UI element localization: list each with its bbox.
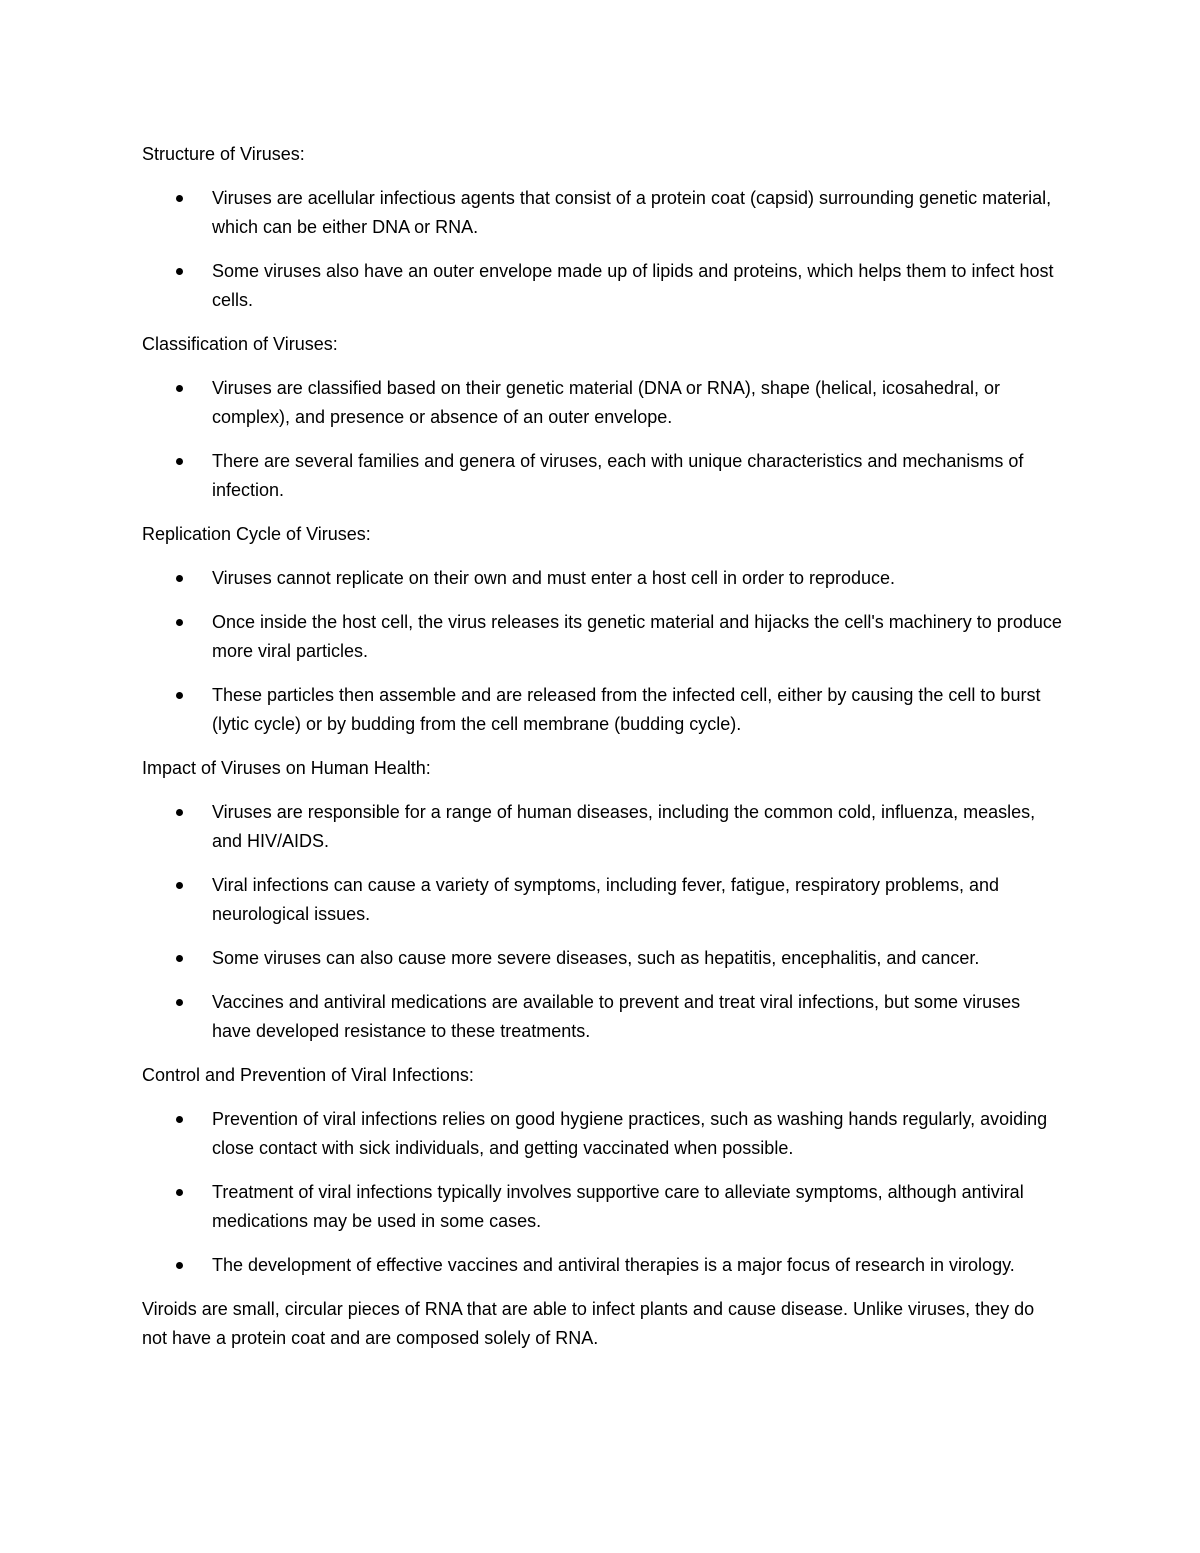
bullet-icon [176,619,183,626]
list-item-text: Prevention of viral infections relies on good hygiene practices, such as washing hands regularly, avoiding close contact with sick individuals, and getting vaccinated when possible. [212,1109,1048,1158]
section-replication-cycle [142,520,1062,739]
list-item [142,1105,1062,1163]
list-item-text: Some viruses also have an outer envelope made up of lipids and proteins, which helps them to infect host cells. [212,261,1054,310]
list-item [142,1251,1062,1280]
bullet-list [142,564,1062,739]
bullet-icon [176,385,183,392]
bullet-icon [176,268,183,275]
list-item-text: Some viruses can also cause more severe diseases, such as hepatitis, encephalitis, and cancer. [212,948,980,968]
bullet-list [142,1105,1062,1280]
bullet-list [142,374,1062,505]
bullet-icon [176,575,183,582]
list-item-text: Once inside the host cell, the virus releases its genetic material and hijacks the cell's machinery to produce more viral particles. [212,612,1062,661]
bullet-icon [176,692,183,699]
list-item [142,681,1062,739]
bullet-icon [176,955,183,962]
bullet-list [142,184,1062,315]
list-item [142,988,1062,1046]
bullet-icon [176,1116,183,1123]
list-item-text: Viral infections can cause a variety of symptoms, including fever, fatigue, respiratory problems, and neurological issues. [212,875,1000,924]
list-item-text: Viruses are classified based on their genetic material (DNA or RNA), shape (helical, icosahedral, or complex), and presence or absence of an outer envelope. [212,378,1001,427]
list-item [142,447,1062,505]
bullet-icon [176,999,183,1006]
list-item-text: Viruses cannot replicate on their own and must enter a host cell in order to reproduce. [212,568,896,588]
section-heading: Control and Prevention of Viral Infections: [142,1065,474,1085]
list-item [142,944,1062,973]
list-item-text: Viruses are acellular infectious agents that consist of a protein coat (capsid) surrounding genetic material, which can be either DNA or RNA. [212,188,1052,237]
list-item [142,374,1062,432]
list-item [142,608,1062,666]
section-control-and-prevention [142,1061,1062,1280]
list-item-text: There are several families and genera of viruses, each with unique characteristics and mechanisms of infection. [212,451,1024,500]
section-heading: Impact of Viruses on Human Health: [142,758,431,778]
bullet-icon [176,882,183,889]
list-item-text: Vaccines and antiviral medications are available to prevent and treat viral infections, but some viruses have developed resistance to these treatments. [212,992,1021,1041]
list-item [142,798,1062,856]
section-structure-of-viruses [142,140,1062,315]
list-item-text: The development of effective vaccines and antiviral therapies is a major focus of research in virology. [212,1255,1015,1275]
list-item-text: These particles then assemble and are released from the infected cell, either by causing the cell to burst (lytic cycle) or by budding from the cell membrane (budding cycle). [212,685,1041,734]
section-heading: Replication Cycle of Viruses: [142,524,371,544]
list-item [142,871,1062,929]
bullet-icon [176,809,183,816]
list-item [142,1178,1062,1236]
list-item-text: Viruses are responsible for a range of human diseases, including the common cold, influenza, measles, and HIV/AIDS. [212,802,1036,851]
bullet-icon [176,458,183,465]
section-impact-on-human-health [142,754,1062,1046]
bullet-list [142,798,1062,1046]
closing-paragraph: Viroids are small, circular pieces of RNA that are able to infect plants and cause disease. Unlike viruses, they do not have a protein coat and are composed solely of RNA. [142,1299,1035,1348]
section-heading: Structure of Viruses: [142,144,305,164]
list-item [142,184,1062,242]
bullet-icon [176,1189,183,1196]
section-heading: Classification of Viruses: [142,334,338,354]
bullet-icon [176,195,183,202]
document-body [142,140,1062,1353]
list-item [142,257,1062,315]
section-classification-of-viruses [142,330,1062,505]
list-item [142,564,1062,593]
bullet-icon [176,1262,183,1269]
list-item-text: Treatment of viral infections typically involves supportive care to alleviate symptoms, although antiviral medications may be used in some cases. [212,1182,1024,1231]
